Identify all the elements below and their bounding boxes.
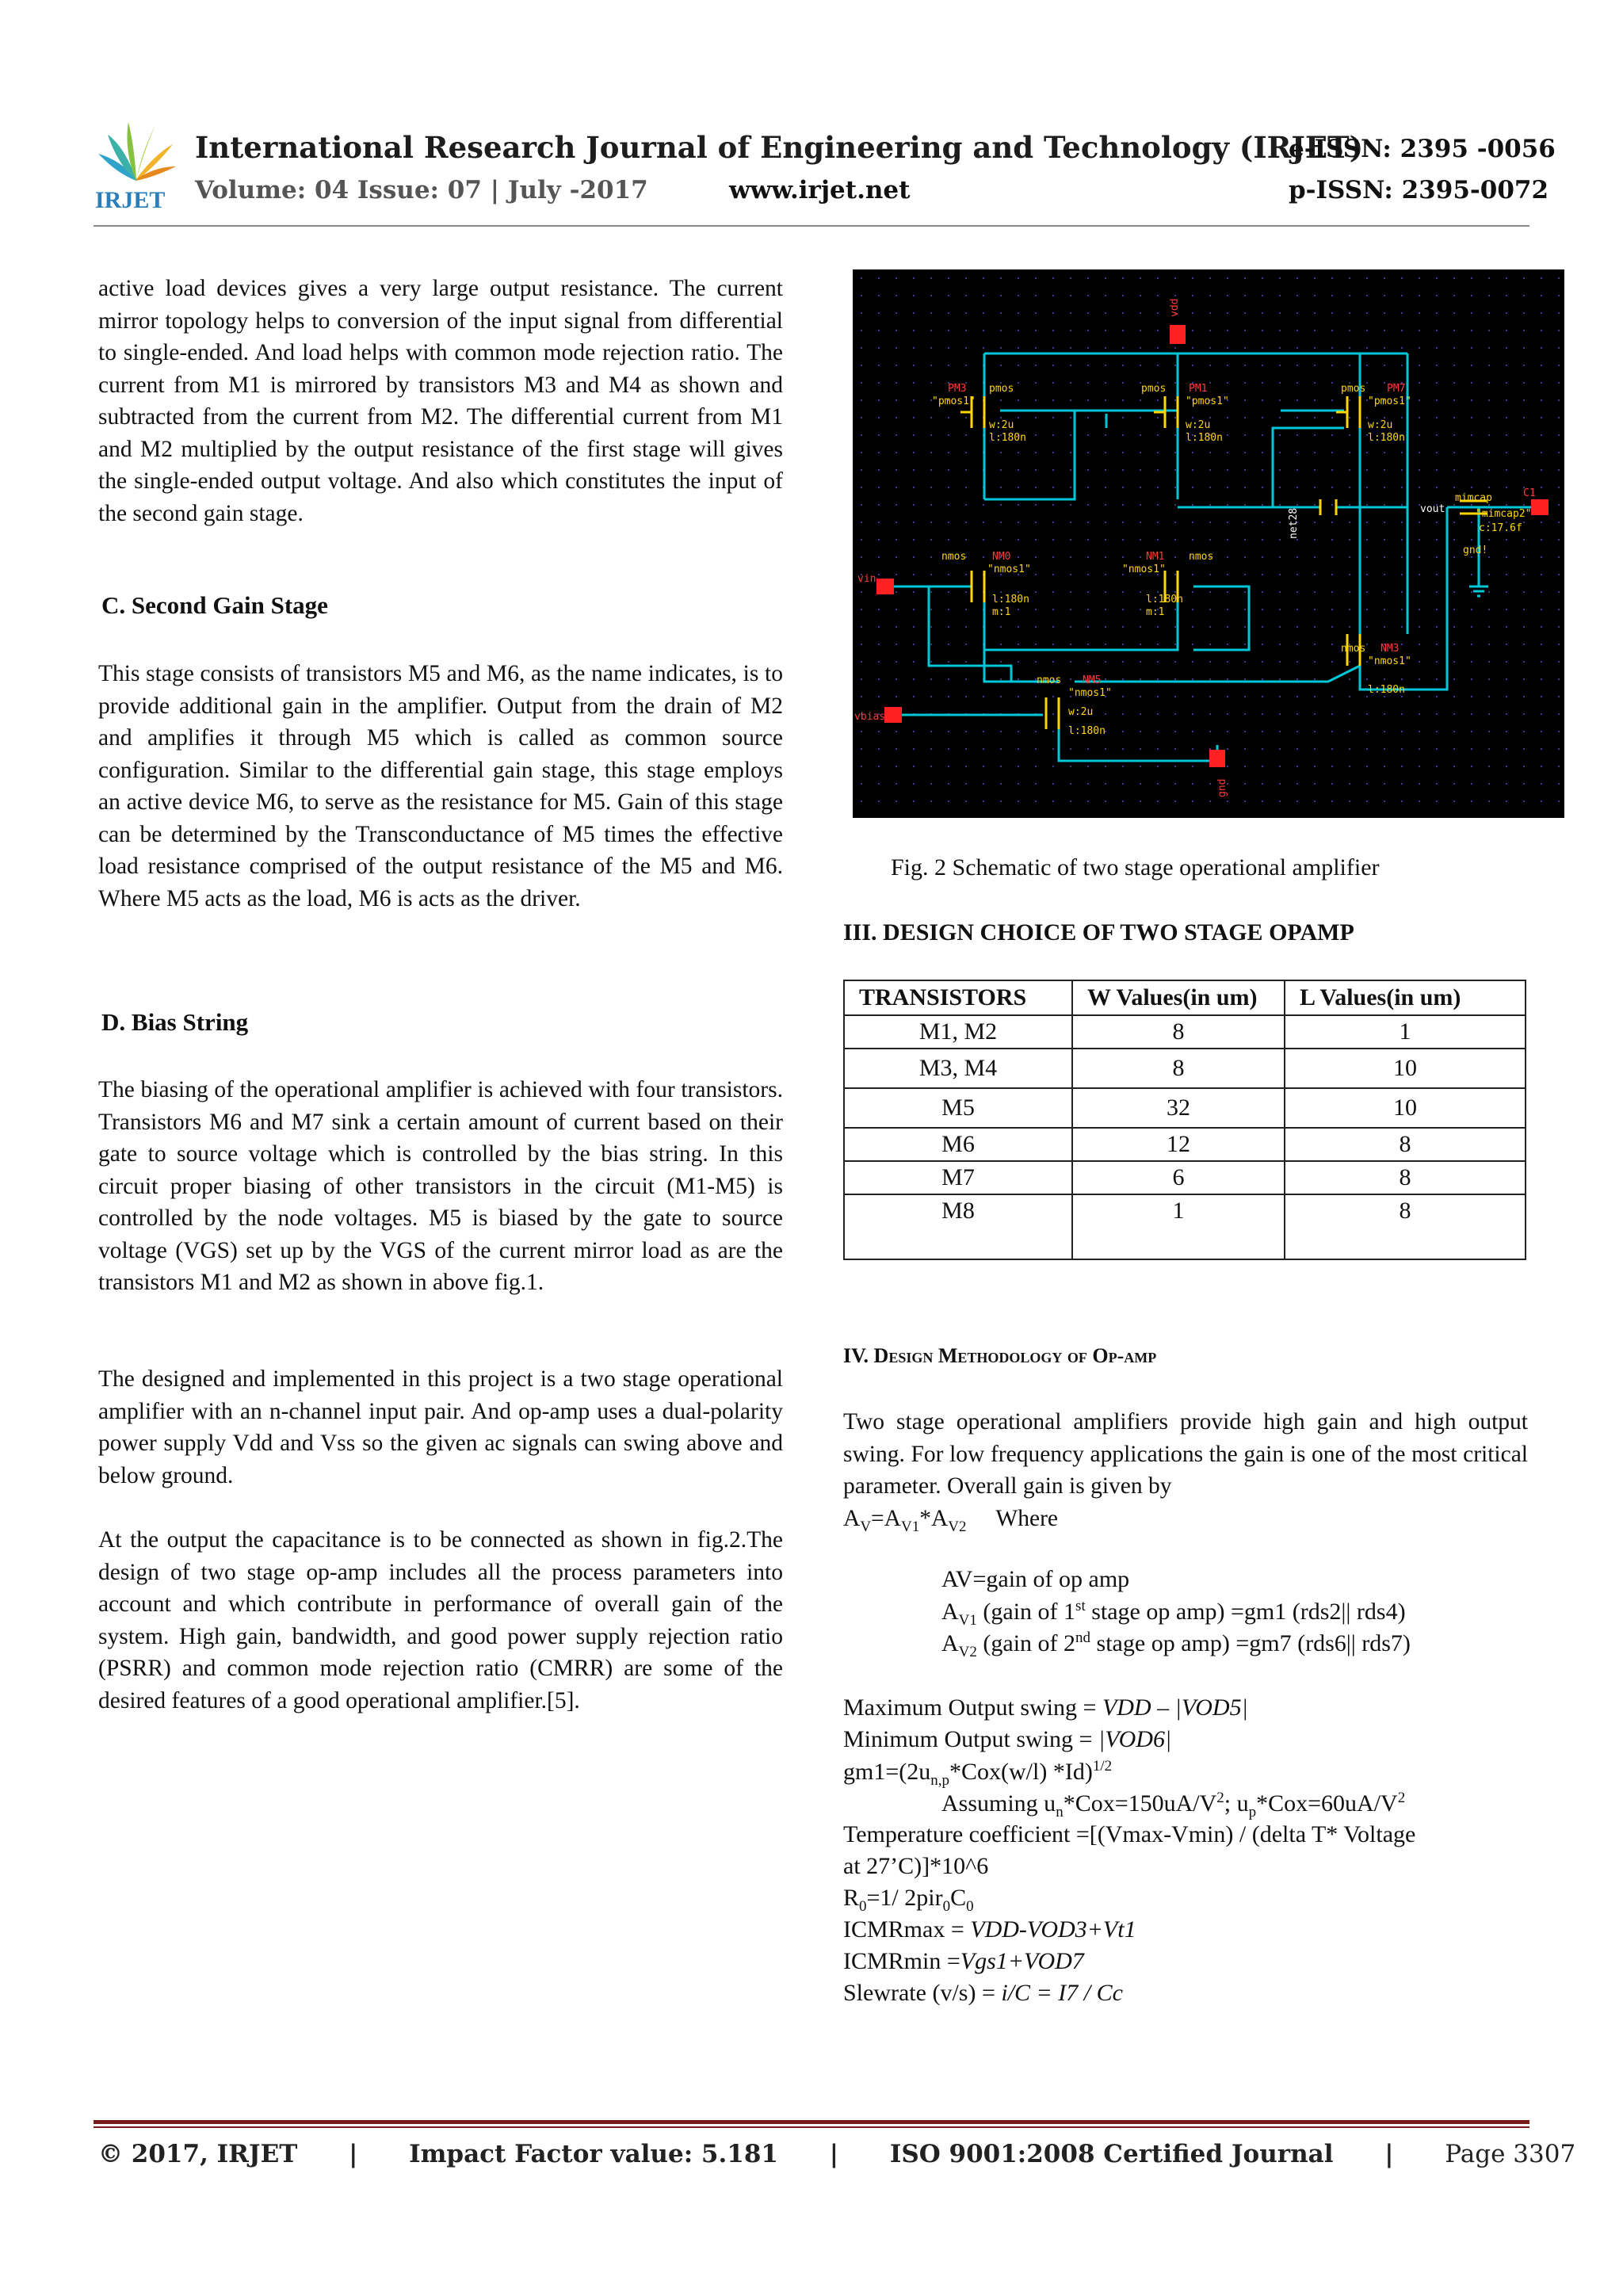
label-nm1-l: l:180n [1146, 594, 1183, 606]
table-cell-l: 10 [1285, 1088, 1526, 1128]
footer-divider-thin [94, 2126, 1529, 2128]
figure-caption: Fig. 2 Schematic of two stage operational amplifier [891, 854, 1380, 881]
table-row [844, 1194, 1526, 1259]
r0-formula: $R_0=1/$ $2pir_0C_0$ [843, 1885, 974, 1915]
label-pm3: PM3 [948, 383, 967, 395]
min-output-swing: Minimum Output swing = |VOD6| [843, 1726, 1172, 1752]
heading-bias-string: D. Bias String [101, 1008, 249, 1036]
label-nm5-w: w:2u [1068, 706, 1094, 718]
table-cell-w: 8 [1072, 1015, 1285, 1049]
label-pm1-w: w:2u [1186, 419, 1211, 431]
table-cell-w: 6 [1072, 1161, 1285, 1194]
label-nm3: NM3 [1381, 643, 1400, 655]
label-cap-type: mimcap [1455, 492, 1492, 504]
vin-pin [876, 579, 894, 594]
vbias-pin [884, 707, 902, 723]
icmr-max: ICMRmax = VDD-VOD3+Vt1 [843, 1916, 1136, 1943]
footer-page-number: Page 3307 [1445, 2140, 1576, 2168]
opamp-schematic [853, 269, 1564, 818]
label-pm3-l: l:180n [989, 432, 1026, 444]
label-vbias: vbias [854, 711, 886, 723]
footer-separator: | [349, 2140, 358, 2168]
footer-separator: | [1384, 2140, 1394, 2168]
overall-gain-formula: $A_V=A_{V1}*A_{V2}$ Where [843, 1505, 1059, 1535]
table-row [844, 1161, 1526, 1194]
table-cell-l: 8 [1285, 1128, 1526, 1161]
label-nm0-model: "nmos1" [987, 563, 1031, 575]
label-pm1-type: pmos [1141, 383, 1167, 395]
label-pm1-l: l:180n [1186, 432, 1223, 444]
label-gnd-net: gnd! [1463, 544, 1488, 556]
footer-copyright: © 2017, IRJET [98, 2140, 298, 2168]
table-cell-transistor: M5 [844, 1088, 1072, 1128]
table-cell-l: 10 [1285, 1049, 1526, 1088]
vdd-pin [1170, 325, 1186, 344]
label-c1: C1 [1523, 487, 1536, 499]
label-net28: net28 [1288, 507, 1300, 539]
label-pm3-model: "pmos1" [932, 395, 976, 407]
paragraph-design-overview: The designed and implemented in this project is a two stage operational amplifier with an n-channel input pair. And op-amp uses a dual-polarity power supply Vdd and Vss so the given ac signals can swing above and below ground. [98, 1366, 783, 1488]
table-cell-transistor: M3, M4 [844, 1049, 1072, 1088]
table-cell-transistor: M7 [844, 1161, 1072, 1194]
logo-leaves-icon [98, 122, 176, 181]
gm1-formula: $gm1=(2u_{n,p}*Cox(w/l)$ *Id)$^{1/2}$ [843, 1758, 1113, 1789]
table-row [844, 1088, 1526, 1128]
label-pm7-w: w:2u [1368, 419, 1393, 431]
page-footer [98, 2140, 1575, 2168]
label-pm7: PM7 [1387, 383, 1406, 395]
label-cap-model: "mimcap2" [1476, 508, 1532, 520]
label-nm1-m: m:1 [1146, 606, 1165, 618]
journal-website-link[interactable]: www.irjet.net [729, 176, 911, 204]
temperature-coefficient-line1: Temperature coefficient =[(Vmax-Vmin) / (delta T* Voltage [843, 1821, 1416, 1847]
label-vout-net: vout [1420, 503, 1445, 515]
footer-iso: ISO 9001:2008 Certified Journal [889, 2140, 1334, 2168]
definition-av2: $A_{V2}$ (gain of 2nd stage op amp) =gm7 (rds6|| rds7) [941, 1629, 1411, 1660]
heading-text: Design Methodology of Op-amp [873, 1344, 1157, 1367]
paragraph-output-capacitance: At the output the capacitance is to be connected as shown in fig.2.The design of two stage op-amp includes all the process parameters into account and which contribute in performance of overall gain of the system. High gain, bandwidth, and good power supply rejection ratio (PSRR) and common mode rejection ratio (CMRR) are some of the desired features of a good operational amplifier.[5]. [98, 1527, 783, 1713]
vout-pin [1531, 499, 1549, 515]
p-issn: p-ISSN: 2395-0072 [1289, 176, 1549, 204]
table-header-l: L Values(in um) [1285, 980, 1526, 1015]
table-row [844, 1128, 1526, 1161]
max-output-swing: Maximum Output swing = VDD – |VOD5| [843, 1694, 1248, 1721]
label-pm3-w: w:2u [989, 419, 1014, 431]
label-nm0-m: m:1 [992, 606, 1011, 618]
label-nm5-l: l:180n [1068, 725, 1106, 737]
label-pm1: PM1 [1189, 383, 1208, 395]
table-row [844, 1049, 1526, 1088]
paragraph-second-gain-stage: This stage consists of transistors M5 and M6, as the name indicates, is to provide additional gain in the amplifier. Output from the drain of M2 and amplifies it through M5 which is called as common source configuration. Similar to the differential gain stage, this stage employs an active device M6, to serve as the resistance for M5. Gain of this stage can be determined by the Transconductance of M5 times the effective load resistance comprised of the output resistance of the M5 and M6. Where M5 acts as the load, M6 is acts as the driver. [98, 661, 783, 911]
gnd-pin [1209, 750, 1225, 767]
label-pm7-l: l:180n [1368, 432, 1405, 444]
label-nm3-type: nmos [1341, 643, 1366, 655]
paragraph-methodology-intro [843, 1406, 1528, 1543]
methodology-intro-text: Two stage operational amplifiers provide high gain and high output swing. For low frequency applications the gain is one of the most critical parameter. Overall gain is given by [843, 1409, 1528, 1499]
table-cell-transistor: M8 [844, 1194, 1072, 1259]
table-cell-w: 1 [1072, 1194, 1285, 1259]
logo-text: IRJET [95, 187, 166, 212]
definition-av1: $A_{V1}$ (gain of 1st stage op amp) =gm1 (rds2|| rds4) [941, 1598, 1406, 1629]
heading-design-choice: III. DESIGN CHOICE OF TWO STAGE OPAMP [843, 919, 1354, 946]
icmr-min: ICMRmin =Vgs1+VOD7 [843, 1948, 1084, 1974]
definition-av: AV=gain of op amp [941, 1566, 1130, 1592]
table-row [844, 1015, 1526, 1049]
label-nm5-model: "nmos1" [1068, 687, 1112, 699]
table-cell-w: 12 [1072, 1128, 1285, 1161]
paragraph-bias-string: The biasing of the operational amplifier is achieved with four transistors. Transistors M6 and M7 sink a certain amount of current based on their gate to source voltage which is controlled by the bias string. In this circuit proper biasing of other transistors in the circuit (M1-M5) is controlled by the node voltages. M5 is biased by the gate to source voltage (VGS) set up by the VGS of the current mirror load as are the transistors M1 and M2 as shown in above fig.1. [98, 1077, 783, 1295]
table-cell-l: 8 [1285, 1161, 1526, 1194]
label-pm3-type: pmos [989, 383, 1014, 395]
table-header-w: W Values(in um) [1072, 980, 1285, 1015]
header-divider [94, 225, 1529, 227]
label-nm3-model: "nmos1" [1368, 655, 1411, 667]
table-cell-transistor: M6 [844, 1128, 1072, 1161]
label-nm5-type: nmos [1037, 674, 1062, 686]
label-nm0-type: nmos [941, 551, 967, 563]
table-cell-l: 1 [1285, 1015, 1526, 1049]
heading-second-gain-stage: C. Second Gain Stage [101, 591, 328, 619]
label-nm5: NM5 [1083, 674, 1102, 686]
table-cell-w: 32 [1072, 1088, 1285, 1128]
volume-issue: Volume: 04 Issue: 07 | July -2017 [195, 176, 648, 204]
table-header-row [844, 980, 1526, 1015]
journal-title: International Research Journal of Engineering and Technology (IRJET) [195, 130, 1364, 165]
label-gnd: gnd [1216, 778, 1228, 797]
label-cap-value: c:17.6f [1479, 522, 1522, 534]
table-cell-transistor: M1, M2 [844, 1015, 1072, 1049]
paragraph-active-load: active load devices gives a very large output resistance. The current mirror topology helps to conversion of the input signal from differential to single-ended. And load helps with common mode rejection ratio. The current from M1 is mirrored by transistors M3 and M4 as shown and subtracted from the current from M2. The differential current from M1 and M2 multiplied by the output resistance of the first stage will gives the single-ended output voltage. And also which constitutes the input of the second gain stage. [98, 276, 783, 526]
footer-divider-thick [94, 2120, 1529, 2124]
label-nm1: NM1 [1146, 551, 1165, 563]
label-vdd: vdd [1169, 298, 1181, 317]
label-nm3-l: l:180n [1368, 684, 1405, 696]
label-nm1-model: "nmos1" [1122, 563, 1166, 575]
transistor-sizing-table [843, 980, 1526, 1260]
slew-rate: Slewrate (v/s) = i/C = I7 / Cc [843, 1980, 1123, 2006]
schematic-grid [853, 269, 1564, 818]
table-cell-w: 8 [1072, 1049, 1285, 1088]
label-nm1-type: nmos [1189, 551, 1214, 563]
label-nm0: NM0 [992, 551, 1011, 563]
e-issn: e-ISSN: 2395 -0056 [1289, 135, 1556, 163]
label-pm1-model: "pmos1" [1186, 395, 1229, 407]
irjet-logo [94, 117, 179, 212]
table-header-transistors: TRANSISTORS [844, 980, 1072, 1015]
assumption-cox: Assuming $u_n*Cox=150uA/V^2$; $u_p*Cox=60uA/V^2$ [941, 1790, 1406, 1820]
heading-design-methodology [843, 1344, 1156, 1368]
heading-number: IV. [843, 1344, 874, 1367]
table-cell-l: 8 [1285, 1194, 1526, 1259]
label-pm7-model: "pmos1" [1368, 395, 1411, 407]
temperature-coefficient-line2: at 27’C)]*10^6 [843, 1853, 989, 1879]
label-pm7-type: pmos [1341, 383, 1366, 395]
footer-impact-factor: Impact Factor value: 5.181 [409, 2140, 779, 2168]
footer-separator: | [829, 2140, 839, 2168]
label-nm0-l: l:180n [992, 594, 1029, 606]
label-vin: vin [857, 573, 876, 585]
